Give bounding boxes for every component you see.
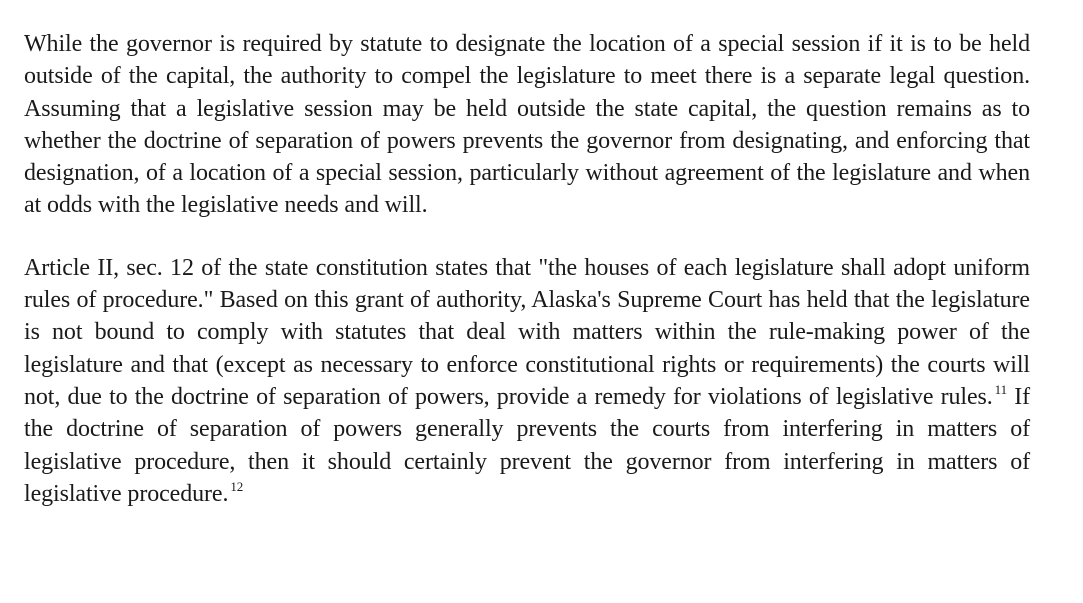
paragraph-legislative-rules bbox=[24, 252, 1030, 510]
paragraph-special-session-location: While the governor is required by statute to designate the location of a special session if it is to be held outside of the capital, the authority to compel the legislature to meet there is a separate legal question. Assuming that a legislative session may be held outside the state capital, the question remains as to whether the doctrine of separation of powers prevents the governor from designating, and enforcing that designation, of a location of a special session, particularly without agreement of the legislature and when at odds with the legislative needs and will. bbox=[24, 31, 1030, 219]
footnote-marker-12[interactable]: 12 bbox=[230, 478, 244, 494]
paragraph-text: Article II, sec. 12 of the state constitution states that "the houses of each legislature shall adopt uniform rules of procedure." Based on this grant of authority, Alaska's Supreme Court has held that the legislature is not bound to comply with statutes that deal with matters within the rule-making power of the legislature and that (except as necessary to enforce constitutional rights or requirements) the courts will not, due to the doctrine of separation of powers, provide a remedy for violations of legislative rules. bbox=[24, 254, 1030, 410]
footnote-marker-11[interactable]: 11 bbox=[994, 381, 1007, 397]
document-body bbox=[24, 28, 1030, 510]
paragraph-text-continued: If the doctrine of separation of powers generally prevents the courts from interfering in matters of legislative procedure, then it should certainly prevent the governor from interfering in matters of legislative procedure. bbox=[24, 383, 1030, 507]
